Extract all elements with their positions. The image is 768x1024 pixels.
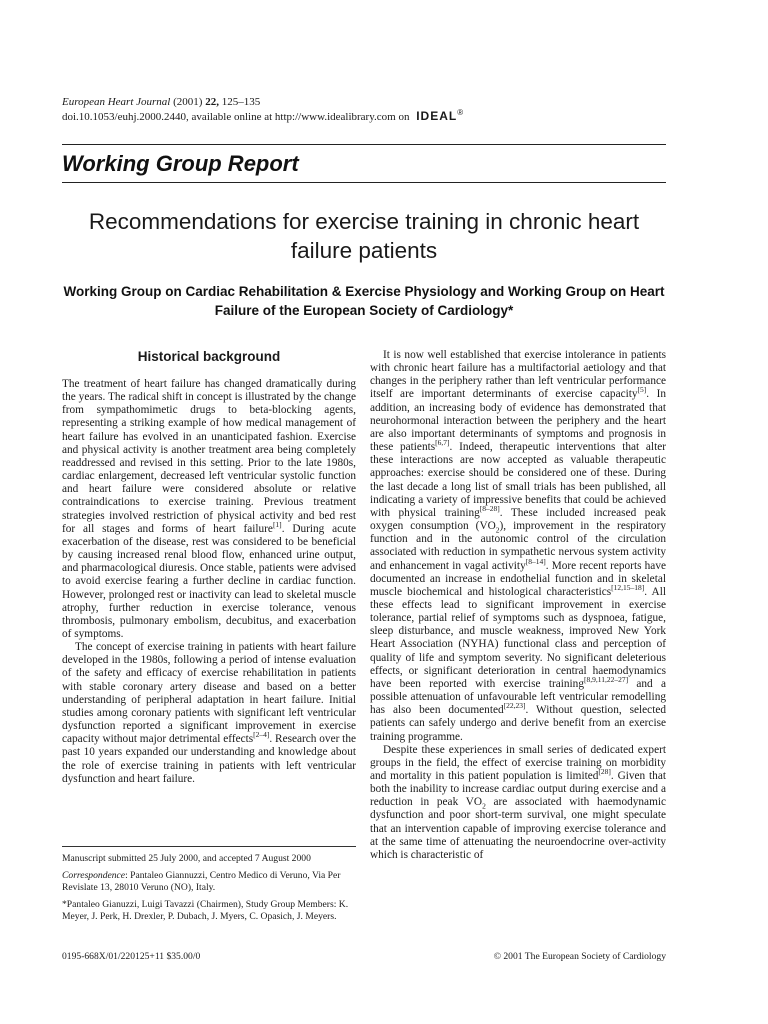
paragraph: It is now well established that exercise intolerance in patients with chronic heart failure has a multifactorial aetiology and that changes in the periphery rather than left ventricular performance itself are important determinants of exercise capacity[5]. In addition, an increasing body of evidence has demonstrated that neurohormonal interaction between the periphery and the heart are also important determinants of symptoms and prognosis in these patients[6,7]. Indeed, therapeutic interventions that alter these interactions are now accepted as valuable therapeutic approaches: exercise should be considered one of these. During the last decade a long list of small trials has been published, all indicating a variety of impressive benefits that could be achieved with physical training[8–28]. These included increased peak oxygen consumption $(VO_2)$, improvement in the respiratory function and in the autonomic control of the circulation associated with reduction in sympathetic nervous system activity and enhancement in vagal activity[8–14]. More recent reports have documented an increase in endothelial function and in skeletal muscle biochemical and histological characteristics[12,15–18]. All these effects lead to significant improvement in exercise tolerance, partial relief of symptoms such as dyspnoea, fatigue, sleep disturbance, and muscle weakness, improved New York Heart Association (NYHA) functional class and perception of quality of life and symptom severity. No significant deleterious effects, or significant deterioration in central haemodynamics have been reported with exercise training[8,9,11,22–27] and a possible attenuation of unfavourable left ventricular remodelling has also been documented[22,23]. Without question, selected patients can safely undergo and derive benefit from an exercise training programme.: [370, 349, 667, 743]
doi-line-container: [62, 109, 464, 125]
correspondence-note: Correspondence: Pantaleo Giannuzzi, Centro Medico di Veruno, Via Per Revislate 13, 28010 Veruno (NO), Italy.: [62, 869, 341, 894]
ideal-logo: [416, 109, 464, 124]
citation: [22,23]: [503, 701, 526, 711]
members-note: *Pantaleo Gianuzzi, Luigi Tavazzi (Chairmen), Study Group Members: K. Meyer, J. Perk, H. Drexler, P. Dubach, J. Myers, C. Opasich, J. Meyers.: [62, 898, 349, 923]
title-rule: [62, 182, 666, 183]
citation: [5]: [637, 385, 647, 395]
copyright: © 2001 The European Society of Cardiology: [493, 951, 666, 962]
article-authors: Working Group on Cardiac Rehabilitation & Exercise Physiology and Working Group on Heart Failure of the European Society of Cardiology*: [63, 284, 665, 318]
citation: [1]: [272, 519, 282, 529]
citation: [28]: [598, 767, 611, 777]
journal-volume: 22,: [205, 96, 219, 108]
article-title: Recommendations for exercise training in chronic heart failure patients: [88, 209, 640, 263]
top-rule: [62, 144, 666, 145]
citation: [8–28]: [479, 504, 500, 514]
paragraph: The treatment of heart failure has changed dramatically during the years. The radical shift in concept is illustrated by the change from sympathomimetic drugs to beta-blocking agents, representing a striking example of how medical management of heart failure has evolved in an unanticipated fashion. Exercise and physical activity is another treatment area being completely readdressed and revised in this setting. Prior to the late 1980s, cardiac enlargement, decreased left ventricular systolic function and heart failure were considered absolute or relative contraindications to exercise training. Previous treatment strategies involved restriction of physical activity and bed rest for all stages and forms of heart failure[1]. During acute exacerbation of the disease, rest was considered to be beneficial by causing increased renal blood flow, enhanced urine output, and pharmacological diuresis. Once stable, patients were advised to avoid exercise fearing a further decline in cardiac function. However, prolonged rest or inactivity can lead to skeletal muscle atrophy, further reduction in exercise tolerance, venous thrombosis, pulmonary embolism, decubitus, and exacerbation of symptoms.: [62, 378, 356, 640]
article-code: 0195-668X/01/220125+11 $35.00/0: [62, 951, 201, 962]
citation: [8–14]: [525, 556, 546, 566]
section-heading: Historical background: [137, 349, 281, 364]
footnotes: [62, 853, 356, 928]
ideal-logo-text: IDEAL: [416, 109, 458, 123]
report-type: Working Group Report: [62, 151, 299, 176]
journal-year: (2001): [173, 96, 203, 108]
journal-citation: [62, 95, 260, 110]
paragraph: Despite these experiences in small series of dedicated expert groups in the field, the effect of exercise training on morbidity and mortality in this patient population is limited[28]. Given that both the inability to increase cardiac output during exercise and a reduction in peak $VO_2$ are associated with haemodynamic dysfunction and poor short-term survival, one might speculate that an intervention capable of improving exercise tolerance and at the same time of attenuating the neuroendocrine over-activity which is characteristic of: [370, 743, 667, 861]
citation: [6,7]: [435, 438, 450, 448]
journal-pages: 125–135: [221, 96, 261, 108]
manuscript-note: Manuscript submitted 25 July 2000, and accepted 7 August 2000: [62, 853, 311, 864]
citation: [12,15–18]: [611, 583, 645, 593]
footnote-rule: [62, 846, 356, 847]
right-column: [370, 349, 666, 862]
citation: [2–4]: [253, 730, 270, 740]
journal-name: European Heart Journal: [62, 96, 171, 108]
citation: [8,9,11,22–27]: [583, 675, 629, 685]
paragraph: The concept of exercise training in patients with heart failure developed in the 1980s, following a period of intense evaluation of the safety and efficacy of exercise rehabilitation in patients with stable coronary artery disease and based on a better understanding of peripheral adaptation in heart failure. Initial studies among coronary patients with significant left ventricular dysfunction reported a significant improvement in exercise capacity without major detrimental effects[2–4]. Research over the past 10 years expanded our understanding and knowledge about the role of exercise training in patients with left ventricular dysfunction and heart failure.: [62, 641, 356, 785]
doi-line: doi.10.1053/euhj.2000.2440, available online at http://www.idealibrary.com on: [62, 111, 410, 123]
registered-mark: ®: [457, 108, 465, 117]
left-column: [62, 378, 356, 786]
